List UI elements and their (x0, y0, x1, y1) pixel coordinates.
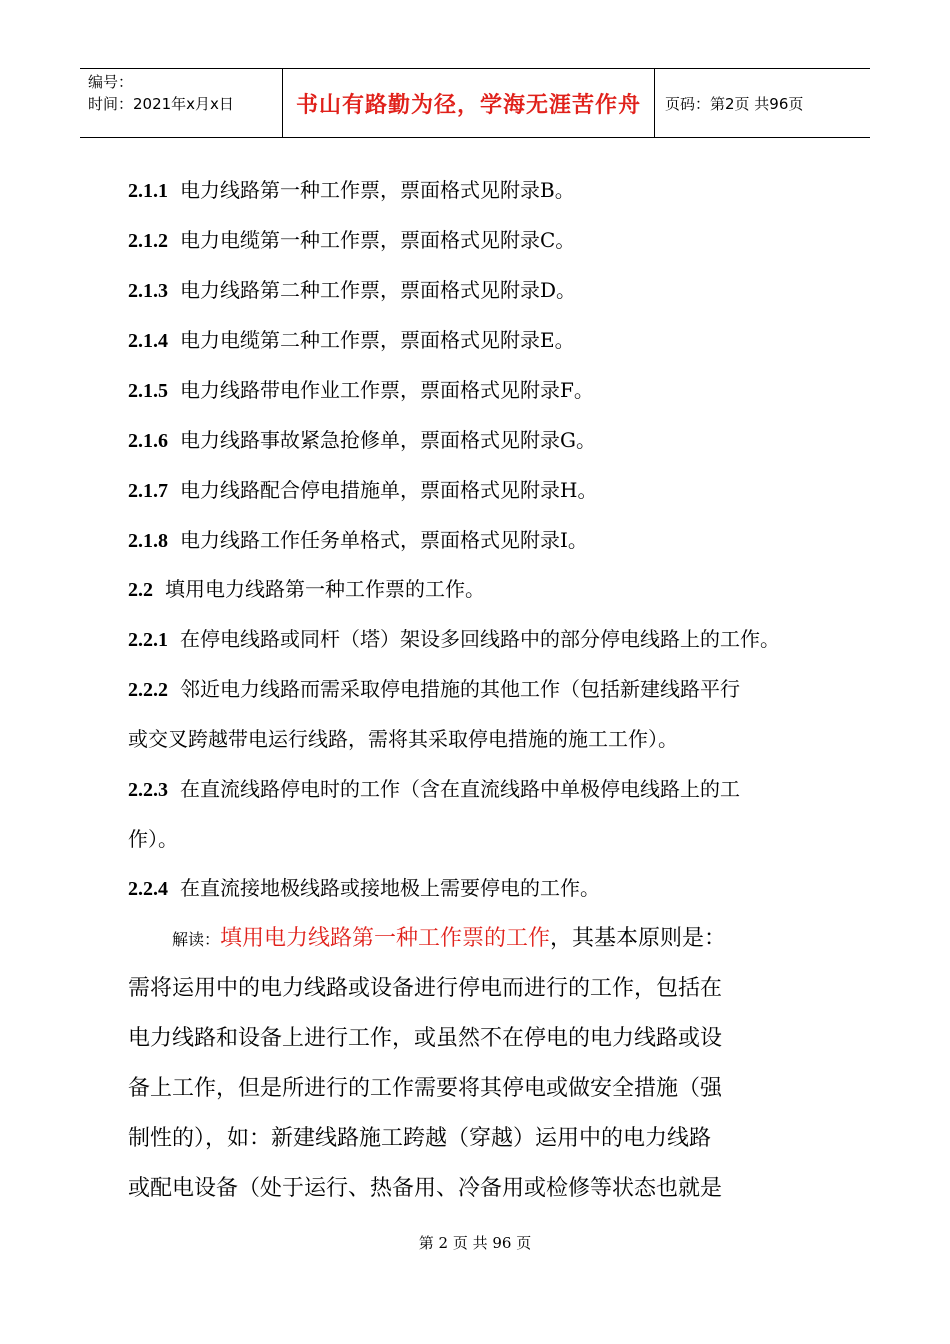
section-heading (128, 574, 485, 605)
clause-text: 电力线路带电作业工作票，票面格式见附录F。 (180, 378, 594, 402)
clause-item (128, 873, 600, 904)
interpretation-text: ，其基本原则是： (550, 926, 727, 951)
clause-item (128, 375, 594, 406)
clause-number: 2.1.1 (128, 180, 168, 202)
header-number: 编号： (88, 73, 134, 91)
header-meta (80, 69, 283, 137)
interpretation-line: 或配电设备（处于运行、热备用、冷备用或检修等状态也就是 (128, 1176, 723, 1201)
clause-text: 在停电线路或同杆（塔）架设多回线路中的部分停电线路上的工作。 (180, 627, 780, 651)
clause-number: 2.1.4 (128, 330, 168, 352)
clause-item (128, 275, 576, 306)
interpretation-line: 需将运用中的电力线路或设备进行停电而进行的工作，包括在 (128, 976, 723, 1001)
clause-item (128, 624, 780, 655)
clause-text: 电力线路事故紧急抢修单，票面格式见附录G。 (180, 428, 596, 452)
clause-item (128, 774, 740, 805)
clause-item (128, 425, 596, 456)
clause-text: 电力线路工作任务单格式，票面格式见附录I。 (180, 528, 588, 552)
clause-number: 2.2.1 (128, 629, 168, 651)
interpretation-line: 备上工作，但是所进行的工作需要将其停电或做安全措施（强 (128, 1076, 723, 1101)
clause-number: 2.1.3 (128, 280, 168, 302)
interpretation-label: 解读： (172, 930, 221, 949)
clause-text: 邻近电力线路而需采取停电措施的其他工作（包括新建线路平行 (180, 677, 740, 701)
clause-text: 电力线路配合停电措施单，票面格式见附录H。 (180, 478, 598, 502)
page-footer: 第 2 页 共 96 页 (418, 1234, 532, 1252)
clause-text: 在直流接地极线路或接地极上需要停电的工作。 (180, 876, 600, 900)
interpretation-line: 电力线路和设备上进行工作，或虽然不在停电的电力线路或设 (128, 1026, 723, 1051)
clause-number: 2.2 (128, 579, 153, 601)
clause-item (128, 475, 597, 506)
interpretation-line: 制性的），如：新建线路施工跨越（穿越）运用中的电力线路 (128, 1126, 712, 1151)
clause-text: 电力线路第二种工作票，票面格式见附录D。 (180, 278, 577, 302)
clause-text: 或交叉跨越带电运行线路，需将其采取停电措施的施工工作）。 (128, 727, 678, 751)
header-motto-cell (283, 69, 655, 137)
clause-item (128, 674, 740, 705)
clause-text: 电力电缆第一种工作票，票面格式见附录C。 (180, 228, 576, 252)
header-motto: 书山有路勤为径，学海无涯苦作舟 (295, 92, 641, 118)
clause-item (128, 175, 575, 206)
interpretation-first-line (128, 914, 828, 965)
clause-text: 电力线路第一种工作票，票面格式见附录B。 (180, 178, 575, 202)
header-page-number: 页码：第2页 共96页 (665, 94, 804, 113)
clause-continuation (128, 724, 678, 754)
clause-number: 2.1.8 (128, 530, 168, 552)
clause-number: 2.2.3 (128, 779, 168, 801)
clause-text: 作）。 (128, 827, 178, 851)
clause-text: 填用电力线路第一种工作票的工作。 (165, 577, 485, 601)
clause-text: 电力电缆第二种工作票，票面格式见附录E。 (180, 328, 575, 352)
page-header (80, 68, 870, 138)
interpretation-highlight: 填用电力线路第一种工作票的工作 (220, 926, 551, 951)
clause-number: 2.2.2 (128, 679, 168, 701)
clause-number: 2.2.4 (128, 878, 168, 900)
clause-number: 2.1.5 (128, 380, 168, 402)
clause-number: 2.1.7 (128, 480, 168, 502)
clause-number: 2.1.2 (128, 230, 168, 252)
clause-continuation (128, 824, 178, 854)
clause-item (128, 225, 575, 256)
clause-number: 2.1.6 (128, 430, 168, 452)
clause-item (128, 325, 575, 356)
clause-text: 在直流线路停电时的工作（含在直流线路中单极停电线路上的工 (180, 777, 740, 801)
clause-item (128, 525, 588, 556)
header-time: 时间：2021年x月x日 (88, 95, 234, 113)
